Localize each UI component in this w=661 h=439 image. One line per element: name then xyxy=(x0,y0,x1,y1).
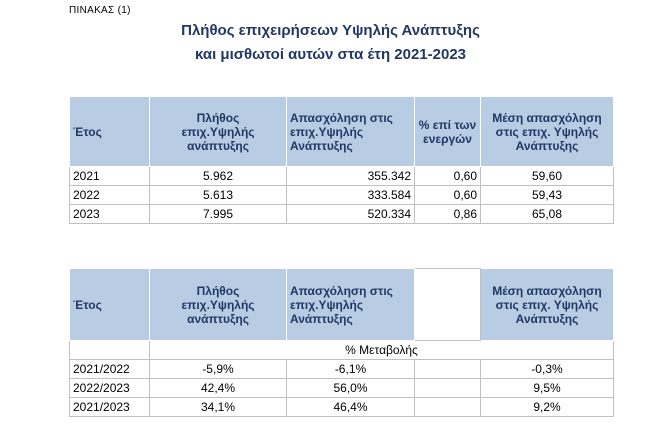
cell-pct-active: 0,60 xyxy=(415,167,481,186)
cell-avg-employment: 59,43 xyxy=(481,186,614,205)
header-employment: Απασχόληση στις επιχ.Υψηλής Ανάπτυξης xyxy=(287,97,415,167)
table-row xyxy=(70,360,614,379)
table-row xyxy=(70,205,614,224)
header-employment: Απασχόληση στις επιχ.Υψηλής Ανάπτυξης xyxy=(287,269,415,341)
cell-employment-change: 56,0% xyxy=(287,379,415,398)
cell-count-change: -5,9% xyxy=(150,360,287,379)
cell-pct-active: 0,60 xyxy=(415,186,481,205)
table-number-label: ΠΙΝΑΚΑΣ (1) xyxy=(69,5,131,16)
cell-employment-change: -6,1% xyxy=(287,360,415,379)
header-count: Πλήθος επιχ.Υψηλής ανάπτυξης xyxy=(150,269,287,341)
cell-employment: 355.342 xyxy=(287,167,415,186)
cell-year: 2021 xyxy=(70,167,150,186)
header-count: Πλήθος επιχ.Υψηλής ανάπτυξης xyxy=(150,97,287,167)
cell-avg-employment: 59,60 xyxy=(481,167,614,186)
table-row xyxy=(70,167,614,186)
subheader-empty-cell xyxy=(70,341,150,360)
cell-employment: 333.584 xyxy=(287,186,415,205)
cell-empty xyxy=(415,379,481,398)
cell-employment-change: 46,4% xyxy=(287,398,415,417)
cell-period: 2021/2022 xyxy=(70,360,150,379)
header-pct-active: % επί των ενεργών xyxy=(415,97,481,167)
header-avg-employment: Μέση απασχόληση στις επιχ. Υψηλής Ανάπτυξης xyxy=(481,269,614,341)
header-empty-cell xyxy=(415,269,481,341)
cell-period: 2022/2023 xyxy=(70,379,150,398)
header-year: Έτος xyxy=(70,97,150,167)
header-avg-employment: Μέση απασχόληση στις επιχ. Υψηλής Ανάπτυξης xyxy=(481,97,614,167)
cell-count: 5.613 xyxy=(150,186,287,205)
high-growth-firms-table xyxy=(69,96,614,224)
table-row xyxy=(70,379,614,398)
cell-avg-employment-change: 9,2% xyxy=(481,398,614,417)
cell-year: 2022 xyxy=(70,186,150,205)
cell-count: 7.995 xyxy=(150,205,287,224)
table2-header-row xyxy=(70,269,614,341)
cell-count: 5.962 xyxy=(150,167,287,186)
table2-subheader-row xyxy=(70,341,614,360)
percent-change-table xyxy=(69,268,614,417)
cell-period: 2021/2023 xyxy=(70,398,150,417)
table-row xyxy=(70,398,614,417)
cell-avg-employment: 65,08 xyxy=(481,205,614,224)
table1-header-row xyxy=(70,97,614,167)
cell-avg-employment-change: 9,5% xyxy=(481,379,614,398)
cell-count-change: 34,1% xyxy=(150,398,287,417)
cell-empty xyxy=(415,360,481,379)
title-line-2: και μισθωτοί αυτών στα έτη 2021-2023 xyxy=(194,46,467,63)
cell-year: 2023 xyxy=(70,205,150,224)
cell-empty xyxy=(415,398,481,417)
table-row xyxy=(70,186,614,205)
title-line-1: Πλήθος επιχειρήσεων Υψηλής Ανάπτυξης xyxy=(181,22,480,39)
cell-avg-employment-change: -0,3% xyxy=(481,360,614,379)
subheader-percent-change: % Μεταβολής xyxy=(150,341,614,360)
cell-employment: 520.334 xyxy=(287,205,415,224)
header-year: Έτος xyxy=(70,269,150,341)
cell-count-change: 42,4% xyxy=(150,379,287,398)
cell-pct-active: 0,86 xyxy=(415,205,481,224)
